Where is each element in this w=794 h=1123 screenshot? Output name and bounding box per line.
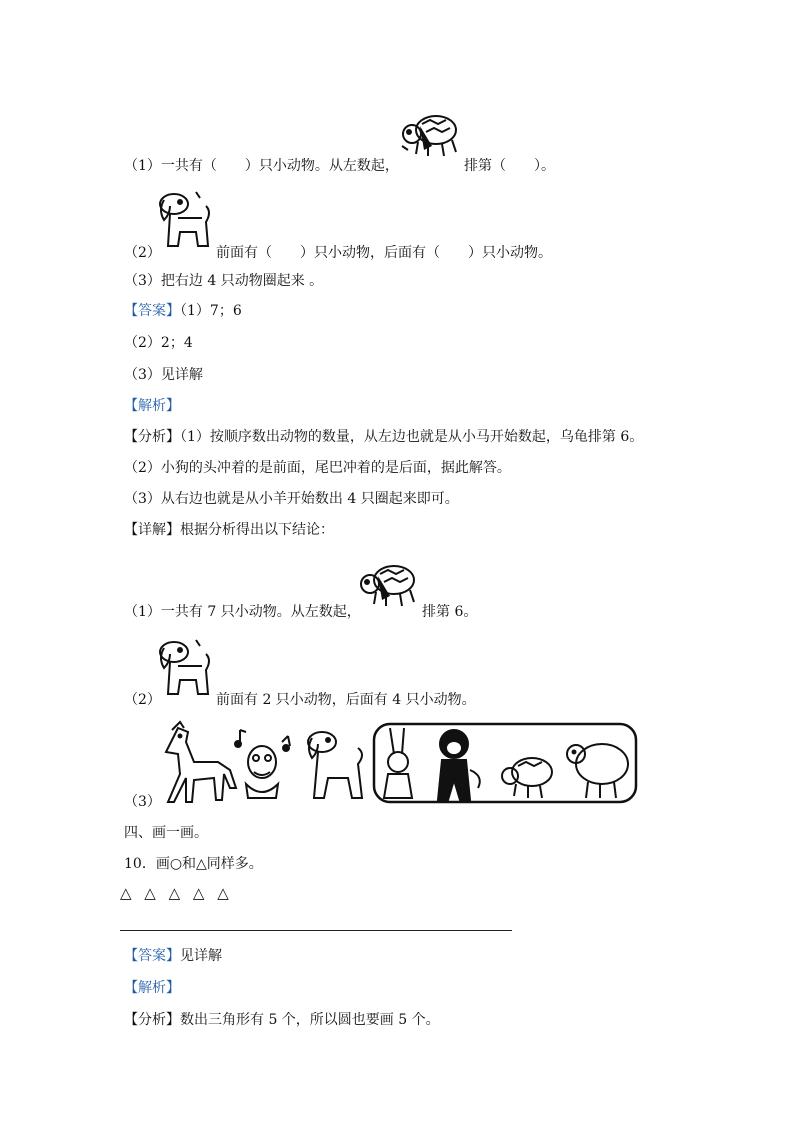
fenxi10-text: 数出三角形有 5 个，所以圆也要画 5 个。 xyxy=(180,1012,440,1028)
turtle-icon xyxy=(356,556,420,614)
q1-line1 xyxy=(124,157,399,175)
answer10-label: 【答案】 xyxy=(124,948,180,964)
detail-line2 xyxy=(124,691,161,709)
detail-line1 xyxy=(124,603,361,621)
answer-label: 【答案】 xyxy=(124,303,180,319)
detail-line1-end xyxy=(422,603,477,621)
answer1-a1: （1）7；6 xyxy=(180,303,242,319)
fenxi10-line xyxy=(124,1011,440,1029)
xiangjie-line xyxy=(124,521,334,539)
triangles-row: △ △ △ △ △ xyxy=(120,884,233,902)
q1-line1-end xyxy=(464,157,555,175)
answer1-a2: （2）2；4 xyxy=(124,335,193,351)
jiexi-label: 【解析】 xyxy=(124,398,180,414)
q1-line2-end xyxy=(216,244,552,262)
animal-row xyxy=(158,718,642,808)
jiexi10-label: 【解析】 xyxy=(124,980,180,996)
sheep-icon xyxy=(567,744,628,798)
section4-title: 四、画一画。 xyxy=(124,825,208,841)
q1-line2 xyxy=(124,244,161,262)
fenxi-label: 【分析】 xyxy=(124,429,180,445)
q1-line3: （3）把右边 4 只动物圈起来 。 xyxy=(124,273,324,289)
q1-line2-part-b: 前面有（ ）只小动物，后面有（ ）只小动物。 xyxy=(216,245,552,261)
answer10-line xyxy=(124,947,222,965)
fenxi-line1 xyxy=(124,428,643,446)
dog-icon xyxy=(156,188,216,252)
detail-line2-part-b: 前面有 2 只小动物，后面有 4 只小动物。 xyxy=(216,692,476,708)
fenxi10-label: 【分析】 xyxy=(124,1012,180,1028)
dog-icon xyxy=(308,732,362,798)
fenxi-line3: （3）从右边也就是从小羊开始数出 4 只圈起来即可。 xyxy=(124,491,459,507)
frog-icon xyxy=(235,730,290,798)
question10: 10．画○和△同样多。 xyxy=(124,856,263,872)
rabbit-icon xyxy=(384,728,412,798)
detail-line2-end xyxy=(216,691,476,709)
selection-circle xyxy=(374,724,636,802)
fenxi-text1: （1）按顺序数出动物的数量，从左边也就是从小马开始数起，乌龟排第 6。 xyxy=(180,429,644,445)
xiangjie-label: 【详解】 xyxy=(124,522,180,538)
q1-line1-part-a: （1）一共有（ ）只小动物。从左数起， xyxy=(124,158,399,174)
dog-icon xyxy=(156,636,216,700)
answer1-line xyxy=(124,302,242,320)
answer-line xyxy=(120,930,512,931)
detail-line1-part-a: （1）一共有 7 只小动物。从左数起， xyxy=(124,604,361,620)
detail-line1-part-b: 排第 6。 xyxy=(422,604,478,620)
xiangjie-text: 根据分析得出以下结论： xyxy=(180,522,334,538)
monkey-icon xyxy=(438,730,480,800)
horse-icon xyxy=(166,722,236,802)
answer1-a3: （3）见详解 xyxy=(124,367,203,383)
fenxi-line2: （2）小狗的头冲着的是前面，尾巴冲着的是后面，据此解答。 xyxy=(124,460,511,476)
turtle-icon xyxy=(398,106,462,164)
detail-line2-part-a: （2） xyxy=(124,692,161,708)
detail-line3: （3） xyxy=(124,794,161,810)
q1-line2-part-a: （2） xyxy=(124,245,161,261)
turtle-icon xyxy=(502,758,552,798)
answer10-text: 见详解 xyxy=(180,948,222,964)
q1-line1-part-b: 排第（ ）。 xyxy=(464,158,555,174)
